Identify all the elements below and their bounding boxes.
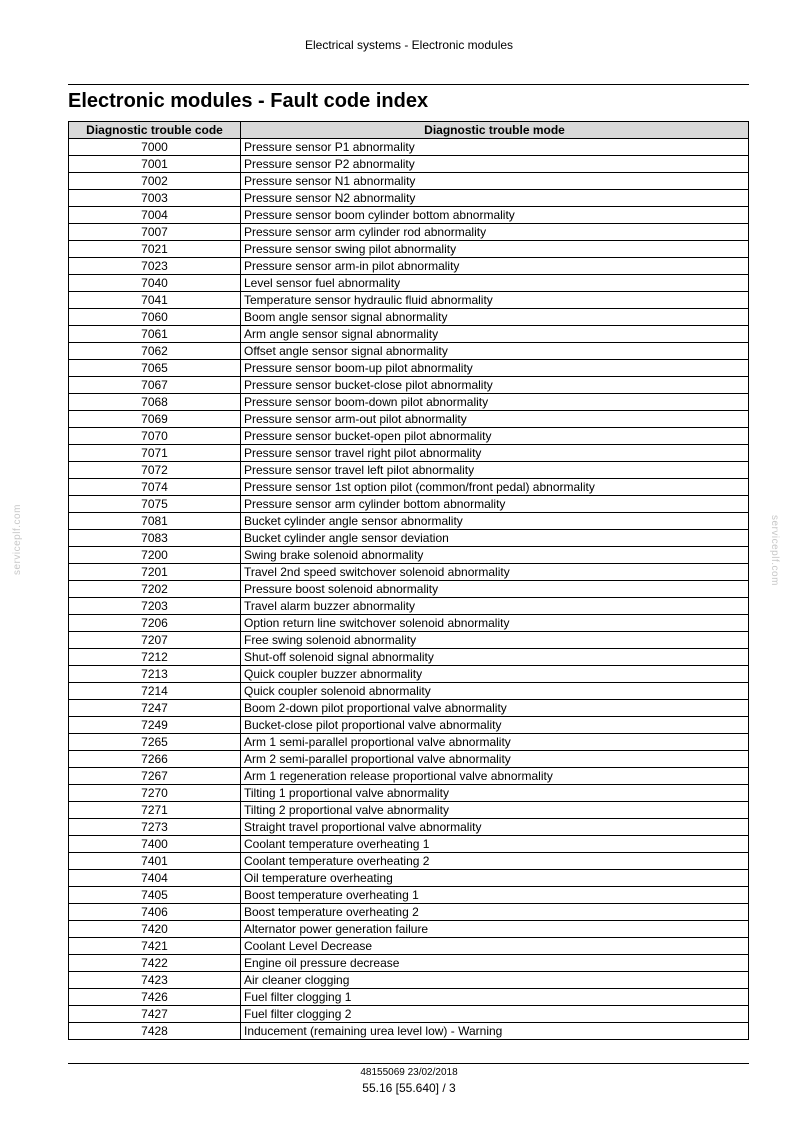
trouble-code-cell: 7249 <box>69 717 241 734</box>
trouble-code-cell: 7003 <box>69 190 241 207</box>
trouble-mode-cell: Pressure sensor arm cylinder rod abnormality <box>241 224 749 241</box>
trouble-code-cell: 7404 <box>69 870 241 887</box>
trouble-mode-cell: Bucket cylinder angle sensor deviation <box>241 530 749 547</box>
trouble-mode-cell: Pressure sensor travel left pilot abnormality <box>241 462 749 479</box>
trouble-code-cell: 7270 <box>69 785 241 802</box>
table-row <box>69 479 749 496</box>
trouble-mode-cell: Travel alarm buzzer abnormality <box>241 598 749 615</box>
table-row <box>69 632 749 649</box>
trouble-mode-cell: Pressure sensor N2 abnormality <box>241 190 749 207</box>
trouble-mode-cell: Pressure sensor travel right pilot abnormality <box>241 445 749 462</box>
trouble-mode-cell: Travel 2nd speed switchover solenoid abnormality <box>241 564 749 581</box>
trouble-mode-cell: Pressure sensor boom-up pilot abnormality <box>241 360 749 377</box>
trouble-code-cell: 7406 <box>69 904 241 921</box>
trouble-mode-cell: Tilting 2 proportional valve abnormality <box>241 802 749 819</box>
trouble-code-cell: 7004 <box>69 207 241 224</box>
trouble-code-cell: 7265 <box>69 734 241 751</box>
trouble-code-cell: 7422 <box>69 955 241 972</box>
trouble-code-cell: 7068 <box>69 394 241 411</box>
table-row <box>69 581 749 598</box>
trouble-code-cell: 7001 <box>69 156 241 173</box>
trouble-code-cell: 7200 <box>69 547 241 564</box>
trouble-code-cell: 7428 <box>69 1023 241 1040</box>
table-row <box>69 717 749 734</box>
trouble-mode-cell: Swing brake solenoid abnormality <box>241 547 749 564</box>
trouble-mode-cell: Pressure sensor N1 abnormality <box>241 173 749 190</box>
trouble-code-cell: 7021 <box>69 241 241 258</box>
table-row <box>69 428 749 445</box>
trouble-code-cell: 7060 <box>69 309 241 326</box>
trouble-code-cell: 7083 <box>69 530 241 547</box>
trouble-mode-cell: Offset angle sensor signal abnormality <box>241 343 749 360</box>
trouble-mode-cell: Pressure sensor arm cylinder bottom abnormality <box>241 496 749 513</box>
table-row <box>69 615 749 632</box>
trouble-mode-cell: Pressure sensor arm-in pilot abnormality <box>241 258 749 275</box>
page-title: Electronic modules - Fault code index <box>68 90 429 112</box>
trouble-mode-cell: Fuel filter clogging 1 <box>241 989 749 1006</box>
trouble-code-cell: 7075 <box>69 496 241 513</box>
table-row <box>69 343 749 360</box>
trouble-mode-cell: Pressure sensor 1st option pilot (common/front pedal) abnormality <box>241 479 749 496</box>
trouble-mode-cell: Fuel filter clogging 2 <box>241 1006 749 1023</box>
table-row <box>69 802 749 819</box>
table-row <box>69 394 749 411</box>
table-row <box>69 683 749 700</box>
table-row <box>69 377 749 394</box>
trouble-code-cell: 7421 <box>69 938 241 955</box>
table-row <box>69 139 749 156</box>
trouble-mode-cell: Inducement (remaining urea level low) - Warning <box>241 1023 749 1040</box>
trouble-code-cell: 7273 <box>69 819 241 836</box>
trouble-mode-cell: Arm 2 semi-parallel proportional valve abnormality <box>241 751 749 768</box>
trouble-mode-cell: Bucket cylinder angle sensor abnormality <box>241 513 749 530</box>
trouble-mode-cell: Coolant Level Decrease <box>241 938 749 955</box>
trouble-code-cell: 7023 <box>69 258 241 275</box>
trouble-mode-cell: Boom angle sensor signal abnormality <box>241 309 749 326</box>
trouble-mode-cell: Option return line switchover solenoid abnormality <box>241 615 749 632</box>
table-row <box>69 955 749 972</box>
table-row <box>69 156 749 173</box>
trouble-mode-cell: Pressure sensor arm-out pilot abnormality <box>241 411 749 428</box>
trouble-code-cell: 7007 <box>69 224 241 241</box>
table-row <box>69 564 749 581</box>
trouble-mode-cell: Free swing solenoid abnormality <box>241 632 749 649</box>
trouble-mode-cell: Boost temperature overheating 2 <box>241 904 749 921</box>
table-row <box>69 462 749 479</box>
trouble-code-cell: 7041 <box>69 292 241 309</box>
trouble-mode-cell: Temperature sensor hydraulic fluid abnormality <box>241 292 749 309</box>
fault-code-table <box>68 121 749 1040</box>
trouble-mode-cell: Level sensor fuel abnormality <box>241 275 749 292</box>
trouble-code-cell: 7201 <box>69 564 241 581</box>
bottom-rule <box>68 1063 749 1064</box>
table-row <box>69 309 749 326</box>
table-row <box>69 921 749 938</box>
table-row <box>69 326 749 343</box>
table-row <box>69 207 749 224</box>
trouble-mode-cell: Coolant temperature overheating 2 <box>241 853 749 870</box>
table-row <box>69 598 749 615</box>
table-row <box>69 751 749 768</box>
table-row <box>69 938 749 955</box>
trouble-code-cell: 7071 <box>69 445 241 462</box>
trouble-code-cell: 7072 <box>69 462 241 479</box>
trouble-mode-cell: Pressure sensor P1 abnormality <box>241 139 749 156</box>
trouble-code-cell: 7247 <box>69 700 241 717</box>
table-row <box>69 445 749 462</box>
trouble-mode-cell: Shut-off solenoid signal abnormality <box>241 649 749 666</box>
table-row <box>69 530 749 547</box>
trouble-code-cell: 7067 <box>69 377 241 394</box>
trouble-mode-cell: Pressure sensor boom-down pilot abnormality <box>241 394 749 411</box>
trouble-code-cell: 7400 <box>69 836 241 853</box>
table-row <box>69 785 749 802</box>
trouble-code-cell: 7065 <box>69 360 241 377</box>
trouble-mode-cell: Arm 1 semi-parallel proportional valve abnormality <box>241 734 749 751</box>
trouble-code-cell: 7212 <box>69 649 241 666</box>
trouble-code-cell: 7081 <box>69 513 241 530</box>
trouble-mode-cell: Quick coupler buzzer abnormality <box>241 666 749 683</box>
table-row <box>69 819 749 836</box>
trouble-mode-cell: Arm angle sensor signal abnormality <box>241 326 749 343</box>
trouble-mode-cell: Alternator power generation failure <box>241 921 749 938</box>
table-row <box>69 513 749 530</box>
trouble-mode-cell: Straight travel proportional valve abnormality <box>241 819 749 836</box>
table-row <box>69 241 749 258</box>
trouble-code-cell: 7266 <box>69 751 241 768</box>
table-row <box>69 836 749 853</box>
table-row <box>69 768 749 785</box>
table-row <box>69 904 749 921</box>
trouble-code-cell: 7203 <box>69 598 241 615</box>
table-row <box>69 190 749 207</box>
table-row <box>69 411 749 428</box>
table-row <box>69 258 749 275</box>
trouble-mode-cell: Pressure sensor boom cylinder bottom abnormality <box>241 207 749 224</box>
table-header-row <box>69 122 749 139</box>
table-row <box>69 989 749 1006</box>
page-number: 55.16 [55.640] / 3 <box>362 1081 456 1095</box>
trouble-mode-cell: Air cleaner clogging <box>241 972 749 989</box>
trouble-code-cell: 7401 <box>69 853 241 870</box>
trouble-code-cell: 7214 <box>69 683 241 700</box>
table-row <box>69 547 749 564</box>
trouble-mode-cell: Pressure sensor swing pilot abnormality <box>241 241 749 258</box>
trouble-code-cell: 7062 <box>69 343 241 360</box>
trouble-mode-cell: Coolant temperature overheating 1 <box>241 836 749 853</box>
trouble-code-cell: 7074 <box>69 479 241 496</box>
trouble-code-cell: 7426 <box>69 989 241 1006</box>
trouble-code-cell: 7002 <box>69 173 241 190</box>
trouble-mode-cell: Pressure sensor bucket-close pilot abnormality <box>241 377 749 394</box>
trouble-code-cell: 7000 <box>69 139 241 156</box>
trouble-code-cell: 7267 <box>69 768 241 785</box>
trouble-code-cell: 7061 <box>69 326 241 343</box>
trouble-code-cell: 7207 <box>69 632 241 649</box>
trouble-code-cell: 7069 <box>69 411 241 428</box>
trouble-code-cell: 7070 <box>69 428 241 445</box>
trouble-code-cell: 7202 <box>69 581 241 598</box>
table-row <box>69 649 749 666</box>
table-row <box>69 224 749 241</box>
trouble-code-cell: 7213 <box>69 666 241 683</box>
table-row <box>69 666 749 683</box>
column-header-code: Diagnostic trouble code <box>69 122 241 139</box>
table-row <box>69 292 749 309</box>
table-body <box>69 139 749 1040</box>
table-row <box>69 887 749 904</box>
trouble-mode-cell: Engine oil pressure decrease <box>241 955 749 972</box>
watermark-right: serviceplf.com <box>769 515 780 586</box>
table-row <box>69 496 749 513</box>
table-row <box>69 700 749 717</box>
trouble-code-cell: 7040 <box>69 275 241 292</box>
table-row <box>69 360 749 377</box>
table-row <box>69 1006 749 1023</box>
top-rule <box>68 84 749 85</box>
table-row <box>69 870 749 887</box>
trouble-mode-cell: Boom 2-down pilot proportional valve abnormality <box>241 700 749 717</box>
column-header-mode: Diagnostic trouble mode <box>241 122 749 139</box>
table-row <box>69 1023 749 1040</box>
table-row <box>69 734 749 751</box>
trouble-mode-cell: Arm 1 regeneration release proportional valve abnormality <box>241 768 749 785</box>
trouble-code-cell: 7405 <box>69 887 241 904</box>
trouble-code-cell: 7420 <box>69 921 241 938</box>
running-header: Electrical systems - Electronic modules <box>304 38 514 52</box>
trouble-mode-cell: Tilting 1 proportional valve abnormality <box>241 785 749 802</box>
trouble-mode-cell: Pressure boost solenoid abnormality <box>241 581 749 598</box>
trouble-mode-cell: Boost temperature overheating 1 <box>241 887 749 904</box>
trouble-code-cell: 7271 <box>69 802 241 819</box>
trouble-mode-cell: Quick coupler solenoid abnormality <box>241 683 749 700</box>
trouble-code-cell: 7423 <box>69 972 241 989</box>
table-row <box>69 275 749 292</box>
trouble-code-cell: 7427 <box>69 1006 241 1023</box>
document-reference: 48155069 23/02/2018 <box>360 1067 458 1078</box>
watermark-left: serviceplf.com <box>12 504 23 575</box>
trouble-mode-cell: Pressure sensor bucket-open pilot abnormality <box>241 428 749 445</box>
table-row <box>69 853 749 870</box>
table-row <box>69 173 749 190</box>
trouble-code-cell: 7206 <box>69 615 241 632</box>
trouble-mode-cell: Bucket-close pilot proportional valve abnormality <box>241 717 749 734</box>
table-row <box>69 972 749 989</box>
trouble-mode-cell: Pressure sensor P2 abnormality <box>241 156 749 173</box>
trouble-mode-cell: Oil temperature overheating <box>241 870 749 887</box>
